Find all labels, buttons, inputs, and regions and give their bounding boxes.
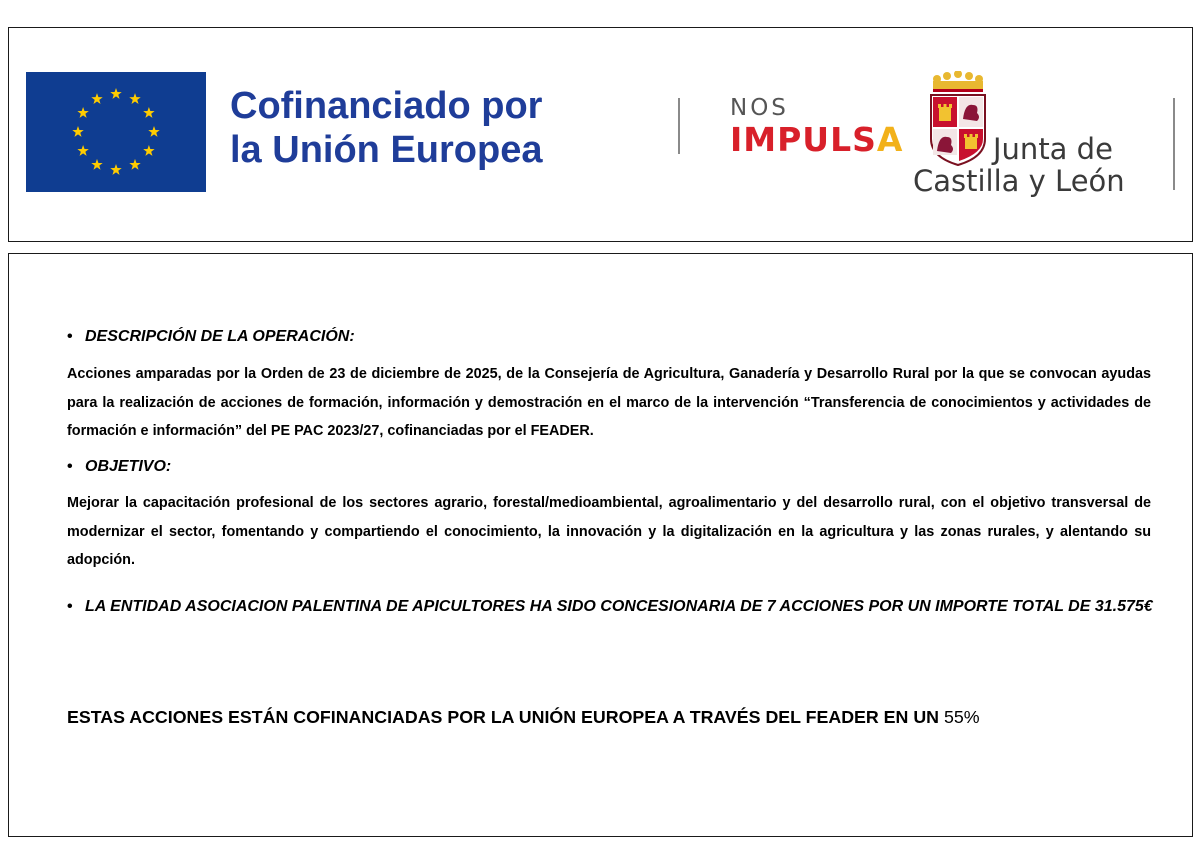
header-logos-box [8,27,1193,242]
logo-divider-right [1173,98,1175,190]
cofinanciacion-statement [67,707,980,728]
impulsa-accent: A [876,120,904,159]
nos-text: NOS [730,95,789,121]
entidad-text: LA ENTIDAD ASOCIACION PALENTINA DE APICULTORES HA SIDO CONCESIONARIA DE 7 ACCIONES POR UN IMPORTE TOTAL DE 31.575€ [85,598,1153,615]
final-percent: 55% [943,707,980,727]
descripcion-heading: • DESCRIPCIÓN DE LA OPERACIÓN: [67,328,355,346]
objetivo-heading: • OBJETIVO: [67,458,171,476]
descripcion-paragraph: Acciones amparadas por la Orden de 23 de diciembre de 2025, de la Consejería de Agricultura, Ganadería y Desarrollo Rural por la que se convocan ayudas para la realización de acciones de formación, información y demostración en el marco de la intervención “Transferencia de conocimientos y actividades de formación e información” del PE PAC 2023/27, cofinanciadas por el FEADER. [67,366,1151,439]
eu-text-line2: la Unión Europea [230,129,543,171]
jcyl-line1: Junta de [993,132,1113,166]
content-box [8,253,1193,837]
impulsa-main: IMPULS [730,120,877,159]
entidad-bullet [67,591,1157,623]
impulsa-logo-text [730,120,903,159]
eu-flag-logo [26,72,206,192]
final-text-bold: ESTAS ACCIONES ESTÁN COFINANCIADAS POR LA UNIÓN EUROPEA A TRAVÉS DEL FEADER EN UN [67,707,939,727]
objetivo-paragraph: Mejorar la capacitación profesional de los sectores agrario, forestal/medioambiental, agroalimentario y del desarrollo rural, con el objetivo transversal de modernizar el sector, fomentando y compartiendo el conocimiento, la innovación y la digitalización en la agricultura y las zonas rurales, y alentando su adopción. [67,495,1151,568]
bullet-glyph: • [67,598,73,615]
logo-divider [678,98,680,154]
jcyl-text [913,133,1125,197]
eu-cofinanciado-text [230,84,610,172]
jcyl-line2: Castilla y León [913,164,1125,198]
eu-text-line1: Cofinanciado por [230,85,543,127]
